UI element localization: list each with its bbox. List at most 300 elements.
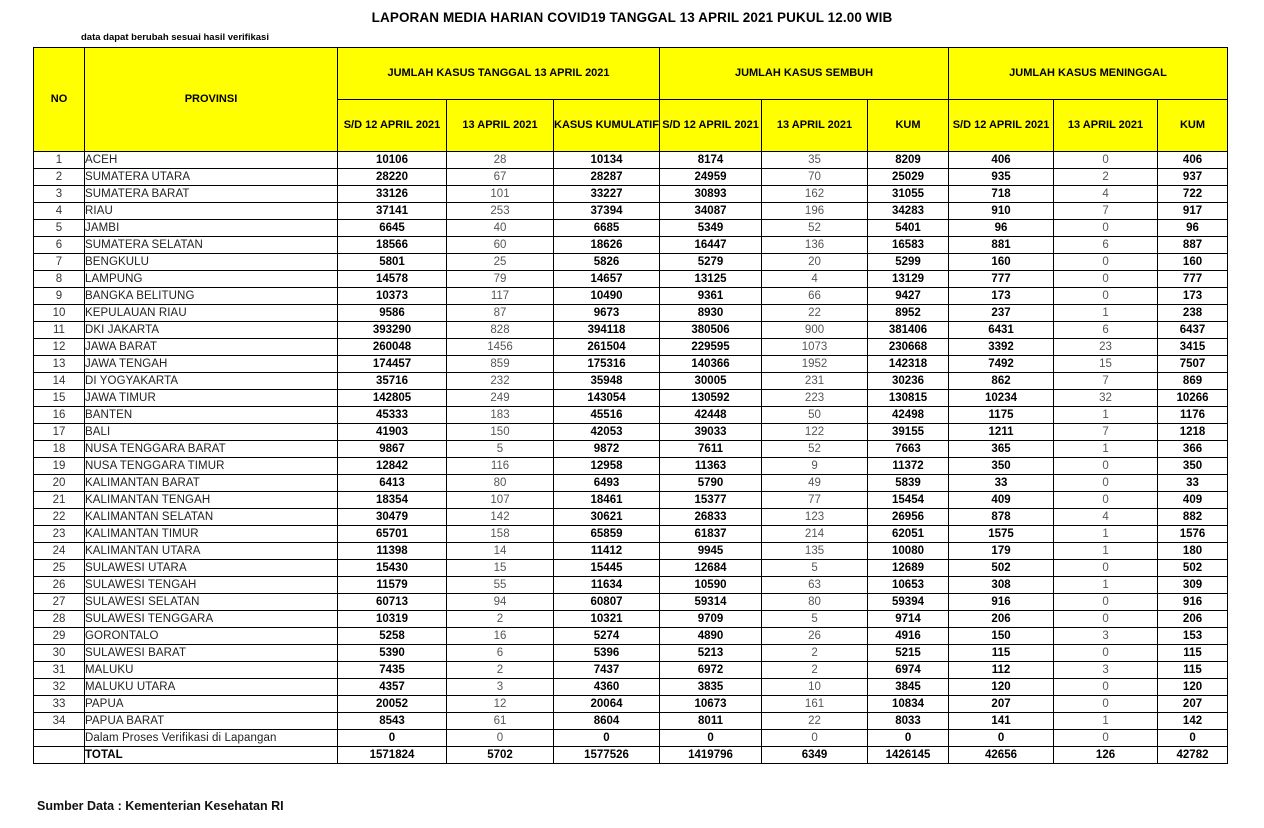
cell-cases-prev: 6645 [338,220,447,237]
province-name: Dalam Proses Verifikasi di Lapangan [85,730,338,747]
table-row [34,390,1228,407]
cell-deaths-today: 4 [1054,509,1158,526]
cell-deaths-cumulative: 350 [1158,458,1228,475]
cell-recovered-today: 2 [762,645,868,662]
cell-recovered-prev: 15377 [660,492,762,509]
cell-recovered-prev: 9361 [660,288,762,305]
cell-cases-cumulative: 18626 [554,237,660,254]
cell-deaths-prev: 1575 [949,526,1054,543]
cell-cases-cumulative: 28287 [554,169,660,186]
cell-cases-today: 14 [447,543,554,560]
cell-deaths-prev: 406 [949,152,1054,169]
cell-cases-cumulative: 6493 [554,475,660,492]
cell-recovered-today: 136 [762,237,868,254]
cell-deaths-today: 0 [1054,611,1158,628]
cell-deaths-today: 0 [1054,492,1158,509]
province-name: KALIMANTAN TENGAH [85,492,338,509]
cell-recovered-today: 214 [762,526,868,543]
cell-recovered-prev: 229595 [660,339,762,356]
row-number: 17 [34,424,85,441]
cell-recovered-cumulative: 142318 [868,356,949,373]
cell-recovered-cumulative: 12689 [868,560,949,577]
table-row [34,220,1228,237]
cell-recovered-prev: 7611 [660,441,762,458]
cell-deaths-cumulative: 153 [1158,628,1228,645]
cell-recovered-cumulative: 30236 [868,373,949,390]
province-name: DKI JAKARTA [85,322,338,339]
table-row [34,509,1228,526]
cell-cases-cumulative: 45516 [554,407,660,424]
cell-recovered-prev: 8174 [660,152,762,169]
table-row [34,186,1228,203]
row-number: 32 [34,679,85,696]
province-name: SULAWESI TENGGARA [85,611,338,628]
cell-deaths-today: 3 [1054,662,1158,679]
cell-cases-cumulative: 10321 [554,611,660,628]
cell-recovered-prev: 6972 [660,662,762,679]
cell-recovered-cumulative: 25029 [868,169,949,186]
cell-recovered-cumulative: 26956 [868,509,949,526]
cell-cases-today: 40 [447,220,554,237]
cell-recovered-today: 1952 [762,356,868,373]
row-number: 18 [34,441,85,458]
cell-recovered-cumulative: 10653 [868,577,949,594]
cell-deaths-today: 7 [1054,203,1158,220]
cell-cases-today: 3 [447,679,554,696]
cell-recovered-prev: 30005 [660,373,762,390]
cell-recovered-today: 5 [762,611,868,628]
cell-deaths-today: 6 [1054,322,1158,339]
cell-deaths-cumulative: 502 [1158,560,1228,577]
cell-cases-today: 80 [447,475,554,492]
cell-cases-cumulative: 8604 [554,713,660,730]
cell-recovered-today: 0 [762,730,868,747]
cell-deaths-prev: 120 [949,679,1054,696]
table-row [34,526,1228,543]
cell-cases-prev: 37141 [338,203,447,220]
table-row [34,254,1228,271]
cell-cases-cumulative: 11634 [554,577,660,594]
cell-recovered-prev: 5349 [660,220,762,237]
cell-deaths-today: 0 [1054,560,1158,577]
cell-cases-cumulative: 394118 [554,322,660,339]
cell-deaths-cumulative: 3415 [1158,339,1228,356]
cell-deaths-prev: 308 [949,577,1054,594]
cell-deaths-today: 6 [1054,237,1158,254]
row-number: 7 [34,254,85,271]
header-deaths-cumulative: KUM [1158,100,1228,152]
row-number: 27 [34,594,85,611]
cell-recovered-today: 2 [762,662,868,679]
province-name: RIAU [85,203,338,220]
table-row [34,628,1228,645]
cell-deaths-prev: 881 [949,237,1054,254]
cell-deaths-prev: 0 [949,730,1054,747]
row-number: 22 [34,509,85,526]
cell-cases-prev: 33126 [338,186,447,203]
cell-deaths-today: 32 [1054,390,1158,407]
table-row [34,288,1228,305]
cell-deaths-cumulative: 173 [1158,288,1228,305]
header-group-recovered: JUMLAH KASUS SEMBUH [660,48,949,100]
cell-cases-cumulative: 33227 [554,186,660,203]
cell-deaths-cumulative: 937 [1158,169,1228,186]
cell-recovered-today: 1073 [762,339,868,356]
province-name: BANTEN [85,407,338,424]
cell-recovered-prev: 11363 [660,458,762,475]
cell-cases-cumulative: 65859 [554,526,660,543]
cell-recovered-today: 900 [762,322,868,339]
cell-recovered-cumulative: 62051 [868,526,949,543]
cell-cases-cumulative: 10490 [554,288,660,305]
cell-deaths-cumulative: 869 [1158,373,1228,390]
cell-recovered-today: 223 [762,390,868,407]
row-number [34,730,85,747]
header-provinsi: PROVINSI [85,48,338,152]
cell-cases-today: 6 [447,645,554,662]
row-number: 19 [34,458,85,475]
cell-cases-today: 117 [447,288,554,305]
cell-deaths-today: 1 [1054,305,1158,322]
row-number: 28 [34,611,85,628]
total-recovered-prev: 1419796 [660,747,762,764]
cell-deaths-today: 0 [1054,475,1158,492]
cell-recovered-cumulative: 381406 [868,322,949,339]
cell-cases-cumulative: 175316 [554,356,660,373]
cell-recovered-prev: 13125 [660,271,762,288]
cell-recovered-today: 50 [762,407,868,424]
cell-cases-cumulative: 0 [554,730,660,747]
table-row [34,152,1228,169]
province-name: JAWA BARAT [85,339,338,356]
cell-recovered-prev: 39033 [660,424,762,441]
row-number: 30 [34,645,85,662]
header-cases-prev: S/D 12 APRIL 2021 [338,100,447,152]
cell-deaths-cumulative: 917 [1158,203,1228,220]
cell-recovered-today: 70 [762,169,868,186]
cell-recovered-prev: 12684 [660,560,762,577]
cell-cases-prev: 10106 [338,152,447,169]
cell-recovered-cumulative: 5401 [868,220,949,237]
table-row [34,407,1228,424]
cell-deaths-prev: 112 [949,662,1054,679]
cell-recovered-cumulative: 13129 [868,271,949,288]
cell-recovered-prev: 140366 [660,356,762,373]
table-row [34,730,1228,747]
header-no: NO [34,48,85,152]
cell-cases-today: 183 [447,407,554,424]
table-row [34,645,1228,662]
cell-recovered-today: 26 [762,628,868,645]
cell-cases-prev: 45333 [338,407,447,424]
cell-recovered-cumulative: 10080 [868,543,949,560]
province-name: SUMATERA SELATAN [85,237,338,254]
cell-deaths-prev: 916 [949,594,1054,611]
cell-deaths-today: 15 [1054,356,1158,373]
row-number: 14 [34,373,85,390]
province-name: SULAWESI BARAT [85,645,338,662]
cell-deaths-prev: 1211 [949,424,1054,441]
table-row [34,543,1228,560]
cell-deaths-prev: 10234 [949,390,1054,407]
cell-cases-prev: 9867 [338,441,447,458]
cell-deaths-today: 7 [1054,424,1158,441]
row-number: 15 [34,390,85,407]
verification-note: data dapat berubah sesuai hasil verifikasi [81,32,269,43]
cell-deaths-cumulative: 0 [1158,730,1228,747]
cell-recovered-prev: 0 [660,730,762,747]
cell-deaths-prev: 3392 [949,339,1054,356]
cell-cases-cumulative: 60807 [554,594,660,611]
province-name: KEPULAUAN RIAU [85,305,338,322]
cell-deaths-prev: 409 [949,492,1054,509]
table-row [34,662,1228,679]
cell-cases-today: 61 [447,713,554,730]
cell-recovered-today: 9 [762,458,868,475]
cell-deaths-today: 1 [1054,713,1158,730]
header-cases-today: 13 APRIL 2021 [447,100,554,152]
cell-cases-prev: 10373 [338,288,447,305]
cell-cases-cumulative: 10134 [554,152,660,169]
cell-recovered-prev: 5790 [660,475,762,492]
table-row [34,322,1228,339]
cell-recovered-prev: 10673 [660,696,762,713]
cell-cases-prev: 18566 [338,237,447,254]
province-name: PAPUA [85,696,338,713]
cell-cases-cumulative: 42053 [554,424,660,441]
cell-deaths-cumulative: 96 [1158,220,1228,237]
cell-deaths-cumulative: 10266 [1158,390,1228,407]
row-number: 26 [34,577,85,594]
cell-deaths-cumulative: 1218 [1158,424,1228,441]
cell-cases-today: 107 [447,492,554,509]
cell-recovered-cumulative: 16583 [868,237,949,254]
row-number: 9 [34,288,85,305]
cell-recovered-cumulative: 7663 [868,441,949,458]
cell-cases-prev: 0 [338,730,447,747]
row-number: 5 [34,220,85,237]
table-body [34,152,1228,764]
cell-recovered-cumulative: 5839 [868,475,949,492]
cell-cases-cumulative: 35948 [554,373,660,390]
cell-recovered-prev: 42448 [660,407,762,424]
province-name: JAWA TIMUR [85,390,338,407]
cell-cases-prev: 142805 [338,390,447,407]
cell-deaths-today: 0 [1054,254,1158,271]
province-name: JAMBI [85,220,338,237]
cell-deaths-prev: 7492 [949,356,1054,373]
cell-recovered-cumulative: 9427 [868,288,949,305]
cell-recovered-cumulative: 10834 [868,696,949,713]
cell-cases-prev: 18354 [338,492,447,509]
cell-cases-cumulative: 9872 [554,441,660,458]
cell-deaths-prev: 718 [949,186,1054,203]
table-row [34,203,1228,220]
cell-deaths-cumulative: 33 [1158,475,1228,492]
row-number: 23 [34,526,85,543]
cell-deaths-cumulative: 882 [1158,509,1228,526]
cell-cases-cumulative: 261504 [554,339,660,356]
cell-cases-today: 2 [447,611,554,628]
cell-deaths-today: 0 [1054,220,1158,237]
cell-cases-today: 232 [447,373,554,390]
cell-cases-prev: 15430 [338,560,447,577]
cell-deaths-cumulative: 142 [1158,713,1228,730]
cell-recovered-prev: 16447 [660,237,762,254]
cell-recovered-prev: 5213 [660,645,762,662]
cell-recovered-prev: 34087 [660,203,762,220]
cell-cases-cumulative: 15445 [554,560,660,577]
table-row [34,356,1228,373]
cell-cases-prev: 9586 [338,305,447,322]
covid-report-table [33,47,1228,764]
row-number: 12 [34,339,85,356]
row-number: 31 [34,662,85,679]
cell-recovered-today: 35 [762,152,868,169]
province-name: ACEH [85,152,338,169]
header-group-cases: JUMLAH KASUS TANGGAL 13 APRIL 2021 [338,48,660,100]
cell-recovered-today: 231 [762,373,868,390]
cell-cases-cumulative: 4360 [554,679,660,696]
header-group-deaths: JUMLAH KASUS MENINGGAL [949,48,1228,100]
cell-deaths-today: 1 [1054,526,1158,543]
cell-cases-prev: 28220 [338,169,447,186]
cell-deaths-cumulative: 206 [1158,611,1228,628]
row-number: 13 [34,356,85,373]
cell-recovered-prev: 8011 [660,713,762,730]
table-row [34,441,1228,458]
cell-deaths-prev: 173 [949,288,1054,305]
cell-recovered-today: 196 [762,203,868,220]
cell-cases-prev: 5390 [338,645,447,662]
cell-cases-prev: 20052 [338,696,447,713]
cell-recovered-today: 162 [762,186,868,203]
cell-deaths-cumulative: 160 [1158,254,1228,271]
cell-recovered-today: 122 [762,424,868,441]
data-source: Sumber Data : Kementerian Kesehatan RI [37,799,284,813]
cell-cases-today: 15 [447,560,554,577]
cell-recovered-cumulative: 230668 [868,339,949,356]
province-name: SULAWESI SELATAN [85,594,338,611]
cell-recovered-prev: 9709 [660,611,762,628]
cell-deaths-prev: 878 [949,509,1054,526]
total-cases-prev: 1571824 [338,747,447,764]
cell-recovered-prev: 3835 [660,679,762,696]
province-name: MALUKU [85,662,338,679]
cell-recovered-cumulative: 34283 [868,203,949,220]
table-row [34,373,1228,390]
table-row [34,237,1228,254]
province-name: KALIMANTAN BARAT [85,475,338,492]
cell-deaths-cumulative: 238 [1158,305,1228,322]
total-deaths-cumulative: 42782 [1158,747,1228,764]
cell-recovered-cumulative: 31055 [868,186,949,203]
cell-cases-today: 1456 [447,339,554,356]
province-name: PAPUA BARAT [85,713,338,730]
cell-cases-today: 79 [447,271,554,288]
cell-recovered-today: 49 [762,475,868,492]
row-number: 21 [34,492,85,509]
cell-deaths-cumulative: 207 [1158,696,1228,713]
cell-cases-cumulative: 20064 [554,696,660,713]
cell-cases-prev: 65701 [338,526,447,543]
cell-cases-prev: 11398 [338,543,447,560]
header-recovered-today: 13 APRIL 2021 [762,100,868,152]
cell-recovered-prev: 30893 [660,186,762,203]
cell-cases-prev: 8543 [338,713,447,730]
cell-deaths-prev: 910 [949,203,1054,220]
cell-deaths-today: 0 [1054,152,1158,169]
cell-deaths-cumulative: 406 [1158,152,1228,169]
cell-recovered-today: 66 [762,288,868,305]
cell-deaths-cumulative: 115 [1158,662,1228,679]
cell-cases-today: 5 [447,441,554,458]
cell-cases-cumulative: 5396 [554,645,660,662]
row-number: 29 [34,628,85,645]
cell-deaths-prev: 1175 [949,407,1054,424]
cell-deaths-today: 4 [1054,186,1158,203]
row-number: 10 [34,305,85,322]
province-name: SULAWESI UTARA [85,560,338,577]
cell-cases-prev: 30479 [338,509,447,526]
cell-cases-today: 94 [447,594,554,611]
cell-cases-cumulative: 37394 [554,203,660,220]
report-title: LAPORAN MEDIA HARIAN COVID19 TANGGAL 13 APRIL 2021 PUKUL 12.00 WIB [371,10,893,25]
cell-recovered-today: 135 [762,543,868,560]
cell-deaths-prev: 862 [949,373,1054,390]
header-deaths-prev: S/D 12 APRIL 2021 [949,100,1054,152]
cell-deaths-today: 0 [1054,271,1158,288]
row-number: 34 [34,713,85,730]
cell-cases-today: 0 [447,730,554,747]
cell-deaths-prev: 207 [949,696,1054,713]
cell-recovered-today: 80 [762,594,868,611]
table-row [34,577,1228,594]
cell-cases-today: 60 [447,237,554,254]
cell-recovered-today: 123 [762,509,868,526]
cell-recovered-cumulative: 4916 [868,628,949,645]
cell-cases-cumulative: 9673 [554,305,660,322]
cell-cases-today: 150 [447,424,554,441]
province-name: SULAWESI TENGAH [85,577,338,594]
cell-recovered-prev: 9945 [660,543,762,560]
cell-cases-today: 142 [447,509,554,526]
cell-deaths-prev: 935 [949,169,1054,186]
cell-deaths-today: 1 [1054,577,1158,594]
table-row [34,560,1228,577]
total-row [34,747,1228,764]
total-label: TOTAL [85,747,338,764]
cell-cases-prev: 5258 [338,628,447,645]
province-name: KALIMANTAN SELATAN [85,509,338,526]
cell-recovered-today: 5 [762,560,868,577]
cell-cases-prev: 41903 [338,424,447,441]
total-recovered-cumulative: 1426145 [868,747,949,764]
cell-cases-today: 16 [447,628,554,645]
cell-recovered-today: 22 [762,713,868,730]
cell-deaths-cumulative: 366 [1158,441,1228,458]
cell-deaths-prev: 237 [949,305,1054,322]
cell-deaths-cumulative: 1176 [1158,407,1228,424]
cell-recovered-prev: 8930 [660,305,762,322]
cell-recovered-prev: 61837 [660,526,762,543]
cell-cases-cumulative: 143054 [554,390,660,407]
cell-deaths-today: 0 [1054,594,1158,611]
cell-cases-prev: 6413 [338,475,447,492]
cell-cases-today: 55 [447,577,554,594]
cell-recovered-cumulative: 39155 [868,424,949,441]
row-number: 4 [34,203,85,220]
